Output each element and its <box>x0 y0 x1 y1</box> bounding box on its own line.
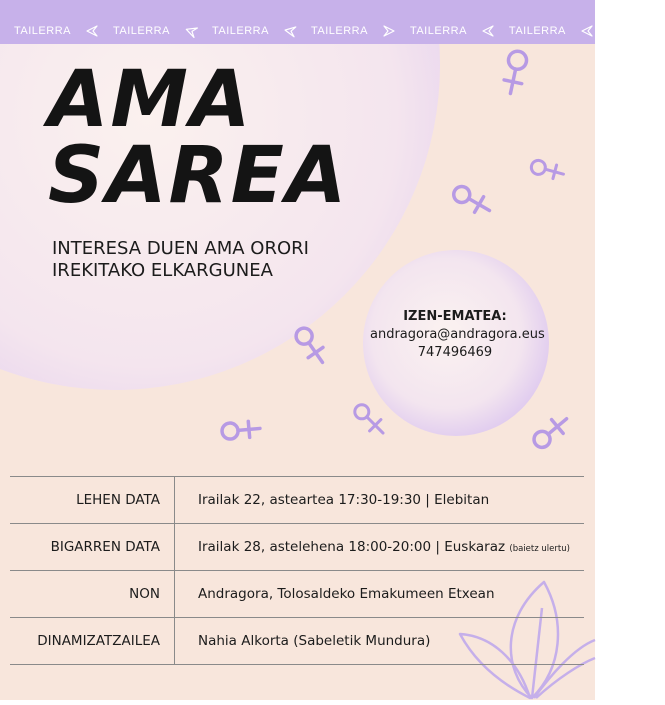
registration-phone: 747496469 <box>417 345 493 360</box>
venus-symbol-icon <box>444 178 502 224</box>
ribbon-arrow-icon <box>283 24 297 38</box>
ribbon-label: TAILERRA <box>14 25 71 37</box>
table-row <box>10 476 584 523</box>
venus-symbol-icon <box>523 152 573 188</box>
ribbon-arrow-icon <box>481 24 495 38</box>
table-row <box>10 570 584 617</box>
row-label: NON <box>129 586 160 602</box>
ribbon-label: TAILERRA <box>508 25 566 37</box>
column-divider <box>174 524 175 570</box>
subtitle-line: IREKITAKO ELKARGUNEA <box>52 260 273 281</box>
info-table <box>10 476 584 665</box>
ribbon-arrow-icon <box>85 24 99 38</box>
venus-symbol-icon <box>528 408 576 454</box>
poster-subtitle <box>52 238 309 282</box>
ribbon-label: TAILERRA <box>211 25 269 37</box>
column-divider <box>174 571 175 617</box>
ribbon-label: TAILERRA <box>607 25 665 37</box>
column-divider <box>174 618 175 664</box>
row-label: DINAMIZATZAILEA <box>37 633 160 649</box>
ribbon-arrow-icon <box>382 24 396 38</box>
row-label: LEHEN DATA <box>76 492 160 508</box>
registration-email: andragora@andragora.eus <box>370 327 545 342</box>
ribbon-track <box>0 20 665 42</box>
ribbon-label: TAILERRA <box>409 25 467 37</box>
row-value: Irailak 22, asteartea 17:30-19:30 | Elebitan <box>198 492 490 508</box>
title-line: AMA <box>48 55 253 145</box>
table-row <box>10 617 584 665</box>
ribbon-label: TAILERRA <box>112 25 170 37</box>
row-note: (baietz ulertu) <box>509 544 570 554</box>
ribbon-label: TAILERRA <box>310 25 368 37</box>
top-ribbon <box>0 0 665 44</box>
row-value: Andragora, Tolosaldeko Emakumeen Etxean <box>198 586 495 602</box>
ribbon-arrow-icon <box>184 24 198 38</box>
table-row <box>10 523 584 570</box>
poster-title <box>48 55 349 221</box>
row-label: BIGARREN DATA <box>50 539 160 555</box>
row-value: Irailak 28, astelehena 18:00-20:00 | Euskaraz <box>198 539 506 555</box>
row-value-wrapper <box>198 524 570 570</box>
column-divider <box>174 477 175 523</box>
title-line: SAREA <box>48 131 349 221</box>
subtitle-line: INTERESA DUEN AMA ORORI <box>52 238 309 259</box>
row-value: Nahia Alkorta (Sabeletik Mundura) <box>198 633 431 649</box>
venus-symbol-icon <box>495 44 535 100</box>
venus-symbol-icon <box>348 398 394 444</box>
registration-info <box>370 308 545 362</box>
ribbon-arrow-icon <box>580 24 594 38</box>
registration-title: IZEN-EMATEA: <box>403 309 507 324</box>
venus-symbol-icon <box>287 322 335 370</box>
venus-symbol-icon <box>214 410 270 450</box>
